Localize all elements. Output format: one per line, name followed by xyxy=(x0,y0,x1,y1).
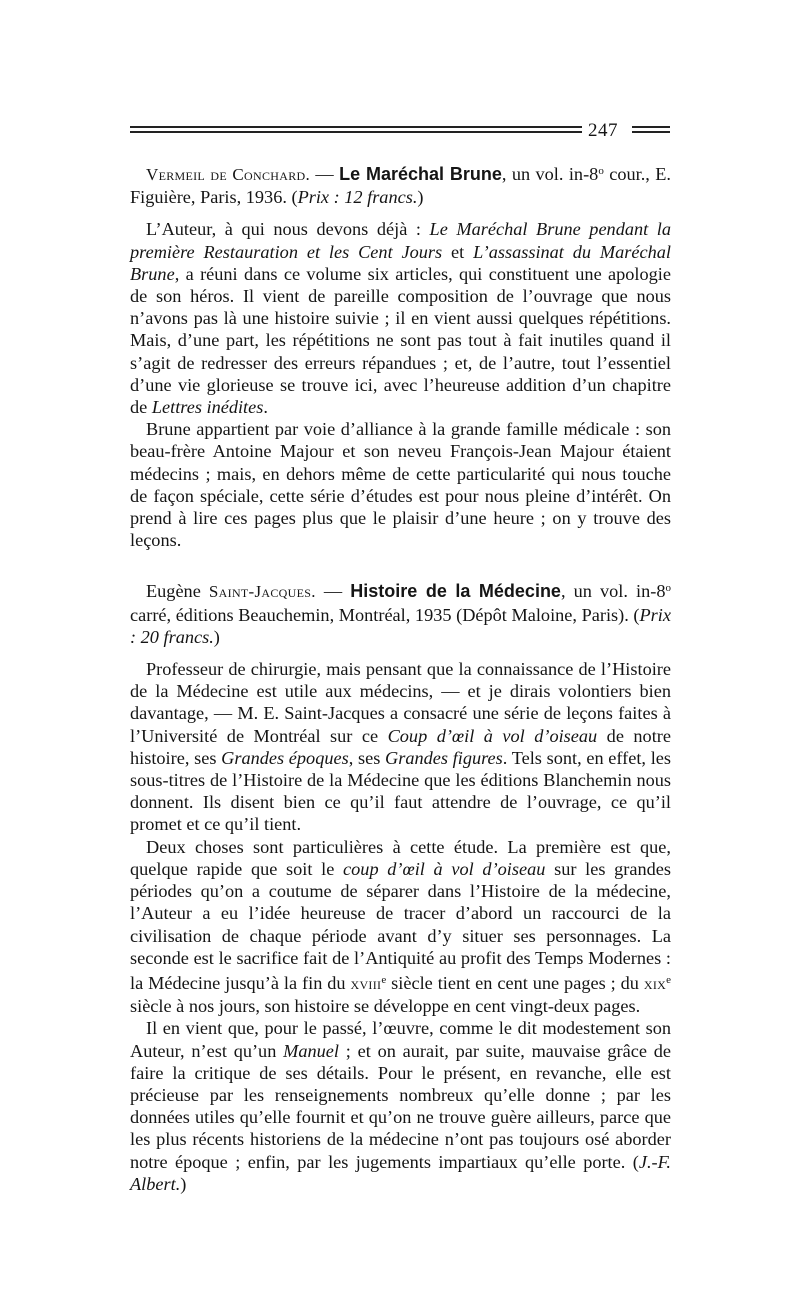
review-1-price: Prix : 12 francs. xyxy=(297,187,418,208)
review-1-paragraph-1: L’Auteur, à qui nous devons déjà : Le Maréchal Brune pendant la première Restauration et les Cent Jours et L’assassinat du Maréchal Brune, a réuni dans ce volume six articles, qui constituent une apologie de son héros. Il vient de pareille composition de l’ouvrage que nous n’avons pas là une histoire suivie ; il en vient aussi quelques répétitions. Mais, d’une part, les répétitions ne sont pas tout à fait inutiles quand il s’agit de redresser des erreurs répandues ; et, de l’autre, tout l’essentiel d’une vie glorieuse se trouve ici, avec l’heureuse addition d’un chapitre de Lettres inédites. xyxy=(130,219,671,418)
section-gap xyxy=(130,551,671,577)
review-1-title: Le Maréchal Brune xyxy=(339,164,502,184)
header-rule-right xyxy=(632,126,670,134)
header-rule-left xyxy=(130,126,582,134)
review-2-signature: J.-F. Albert. xyxy=(130,1151,671,1194)
review-2-reference: Eugène Saint-Jacques. — Histoire de la Médecine, un vol. in-8$^o$ carré, éditions Beauchemin, Montréal, 1935 (Dépôt Maloine, Paris). (Prix : 20 francs.) xyxy=(130,581,671,647)
review-2-author: Saint-Jacques. xyxy=(208,582,316,602)
review-1-reference: Vermeil de Conchard. — Le Maréchal Brune, un vol. in-8$^o$ cour., E. Figuière, Paris, 1936. (Prix : 12 francs.) xyxy=(130,164,671,208)
running-header xyxy=(130,120,670,146)
review-1-paragraph-2: Brune appartient par voie d’alliance à la grande famille médicale : son beau-frère Antoine Majour et son neveu François-Jean Majour étaient médecins ; mais, en dehors même de cette particularité qui nous touche de façon spéciale, cette série d’études est pour nous pleine d’intérêt. On prend à lire ces pages plus que le plaisir d’une heure ; on y trouve des leçons. xyxy=(130,419,671,551)
review-2-paragraph-1: Professeur de chirurgie, mais pensant que la connaissance de l’Histoire de la Médecine est utile aux médecins, — et je dirais volontiers bien davantage, — M. E. Saint-Jacques a consacré une série de leçons faites à l’Université de Montréal sur ce Coup d’œil à vol d’oiseau de notre histoire, ses Grandes époques, ses Grandes figures. Tels sont, en effet, les sous-titres de l’Histoire de la Médecine que les éditions Blanchemin nous donnent. Ils disent bien ce qu’il faut attendre de l’ouvrage, ce qu’il promet et ce qu’il tient. xyxy=(130,659,672,835)
review-1-author: Vermeil de Conchard. xyxy=(146,165,311,184)
page-number: 247 xyxy=(588,120,618,141)
review-2-paragraph-2: Deux choses sont particulières à cette étude. La première est que, quelque rapide que soit le coup d’œil à vol d’oiseau sur les grandes périodes qu’on a coutume de séparer dans l’Histoire de la médecine, l’Auteur a eu l’idée heureuse de tracer d’abord un raccourci de la civilisation de chaque période avant d’y situer ses personnages. La seconde est le sacrifice fait de l’Antiquité au profit des Temps Modernes : la Médecine jusqu’à la fin du xviii$^e$ siècle tient en cent une pages ; du xix$^e$ siècle à nos jours, son histoire se développe en cent vingt-deux pages. xyxy=(130,836,671,1017)
review-2-title: Histoire de la Médecine xyxy=(350,581,561,602)
text-column xyxy=(130,160,671,1195)
review-2-paragraph-3: Il en vient que, pour le passé, l’œuvre, comme le dit modestement son Auteur, n’est qu’un Manuel ; et on aurait, par suite, mauvaise grâce de faire la critique de ses détails. Pour le présent, en revanche, elle est précieuse par les renseignements nombreux qu’elle donne ; par les données utiles qu’elle fournit et qu’on ne trouve guère ailleurs, parce que les plus récents historiens de la médecine n’ont pas toujours osé aborder notre époque ; enfin, par les jugements impartiaux qu’elle porte. (J.-F. Albert.) xyxy=(130,1018,671,1194)
review-2-price: Prix : 20 francs. xyxy=(130,604,671,647)
